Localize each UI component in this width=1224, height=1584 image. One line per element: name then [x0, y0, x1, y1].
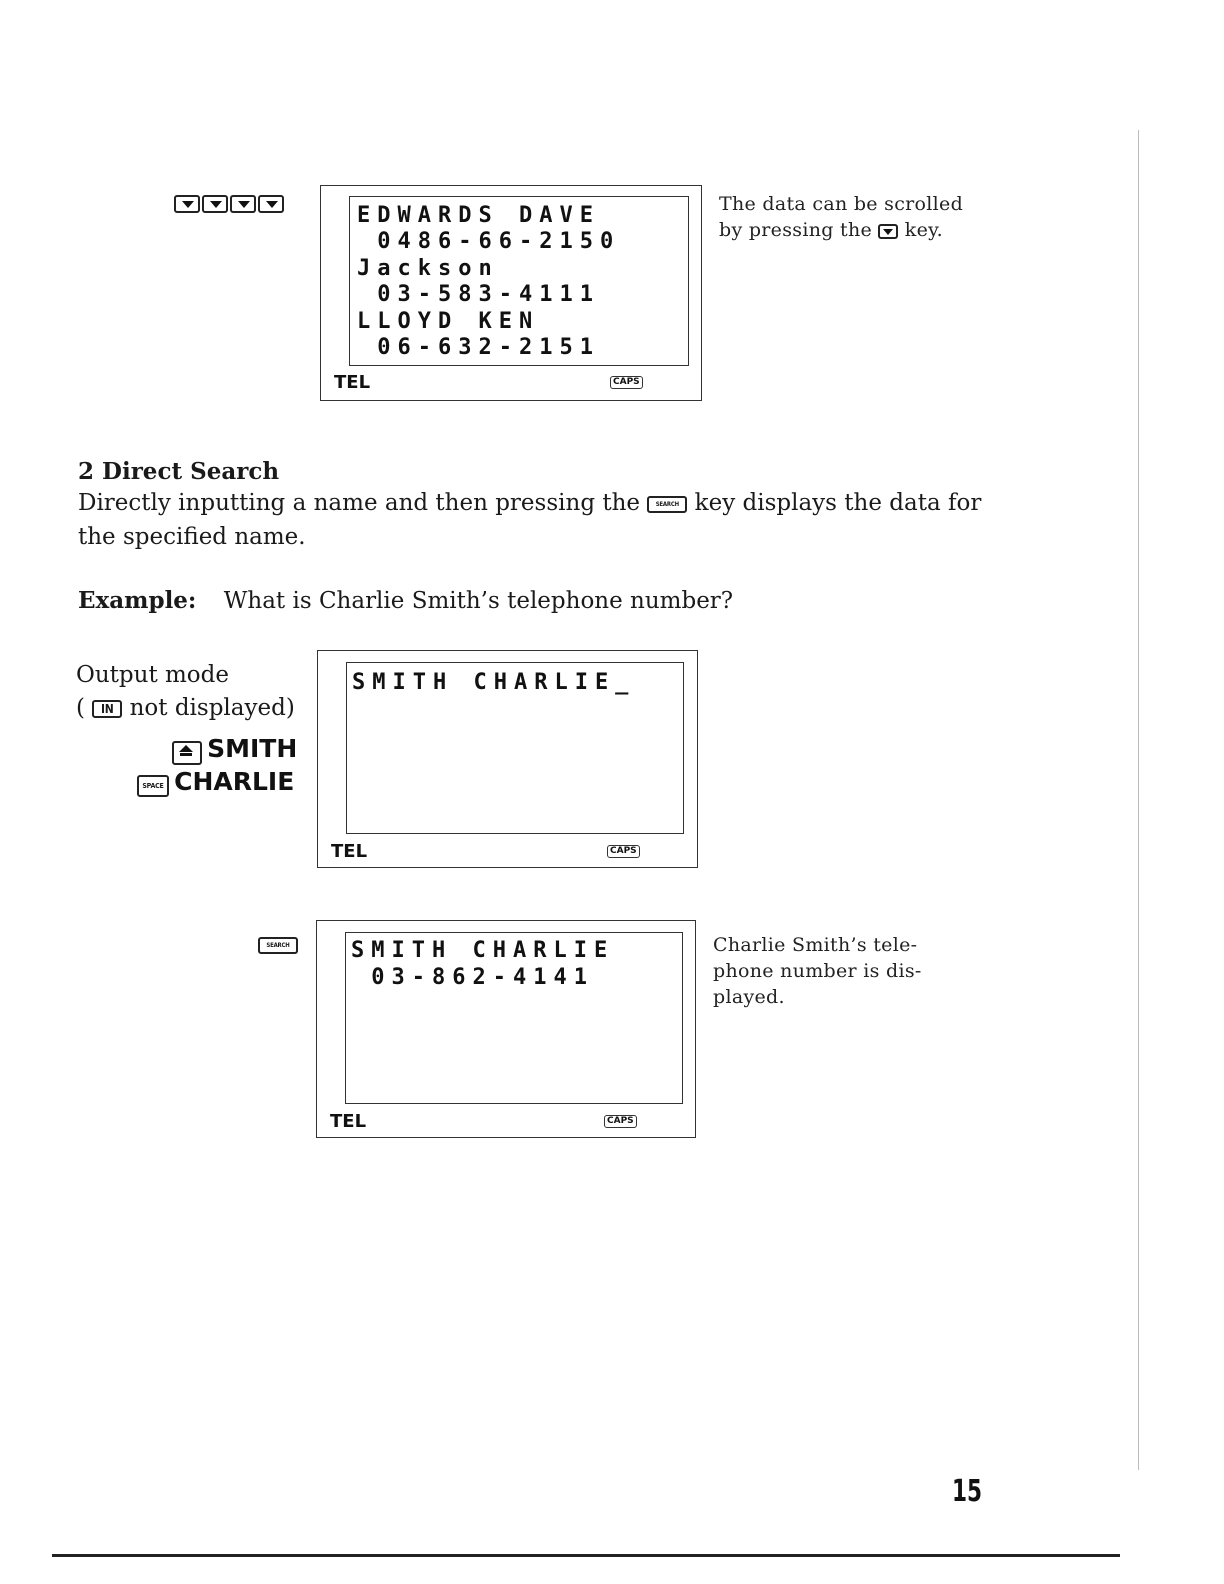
mode-line: Output mode	[76, 662, 229, 688]
lcd-screen-3	[316, 920, 696, 1138]
lcd-line: SMITH CHARLIE_	[352, 670, 636, 695]
footer-rule	[52, 1554, 1120, 1557]
paragraph-line	[78, 486, 998, 520]
right-margin-line	[1138, 130, 1139, 1470]
page-number: 15	[952, 1474, 983, 1509]
down-arrow-key-icon	[878, 224, 898, 239]
lcd-screen-2	[317, 650, 698, 868]
lcd-line: Jackson	[357, 256, 499, 281]
lcd-mode-indicator: TEL	[331, 841, 368, 862]
paragraph-text: key displays the data for	[694, 490, 982, 516]
note-line: Charlie Smith’s tele-	[713, 934, 918, 956]
step-text: SMITH	[207, 734, 298, 763]
mode-text: not displayed)	[129, 695, 295, 721]
lcd-line: SMITH CHARLIE	[351, 938, 615, 963]
lcd-mode-indicator: TEL	[334, 372, 371, 393]
scroll-note	[719, 191, 963, 243]
example	[78, 584, 733, 618]
lcd-line: 03-862-4141	[351, 965, 594, 990]
search-key-icon: SEARCH	[258, 937, 298, 954]
note-line: The data can be scrolled	[719, 193, 964, 215]
down-arrow-key-icon	[230, 195, 256, 213]
section-heading: 2 Direct Search	[78, 458, 280, 485]
caps-indicator: CAPS	[604, 1115, 637, 1128]
lcd-line: EDWARDS DAVE	[357, 203, 600, 228]
note-line: played.	[713, 986, 785, 1008]
lcd-line: 0486-66-2150	[357, 229, 621, 254]
mode-line	[76, 692, 295, 725]
caps-indicator: CAPS	[607, 845, 640, 858]
scroll-keys	[174, 195, 284, 213]
example-label: Example:	[78, 587, 197, 614]
lcd-mode-indicator: TEL	[330, 1111, 367, 1132]
mode-text: (	[76, 695, 85, 721]
note-text: key.	[904, 219, 943, 241]
note-line: phone number is dis-	[713, 960, 922, 982]
in-key-icon: IN	[92, 700, 122, 718]
space-key-icon: SPACE	[137, 775, 169, 797]
shift-key-icon	[172, 741, 202, 765]
lcd-line: 06-632-2151	[357, 335, 600, 360]
caps-indicator: CAPS	[610, 376, 643, 389]
note-line	[719, 217, 963, 243]
section-paragraph	[78, 486, 998, 554]
step-text: CHARLIE	[174, 767, 295, 796]
input-step-1	[172, 734, 297, 765]
lcd-screen-1	[320, 185, 702, 401]
search-key-icon: SEARCH	[647, 496, 687, 513]
result-note	[713, 932, 922, 1010]
down-arrow-key-icon	[174, 195, 200, 213]
example-question: What is Charlie Smith’s telephone number?	[223, 588, 734, 614]
lcd-line: LLOYD KEN	[357, 309, 540, 334]
lcd-line: 03-583-4111	[357, 282, 600, 307]
paragraph-text: Directly inputting a name and then pressing the	[78, 490, 641, 516]
output-mode-label	[76, 659, 295, 725]
down-arrow-key-icon	[202, 195, 228, 213]
down-arrow-key-icon	[258, 195, 284, 213]
note-text: by pressing the	[719, 219, 873, 241]
paragraph-line: the specified name.	[78, 524, 306, 550]
input-step-2	[137, 767, 294, 797]
